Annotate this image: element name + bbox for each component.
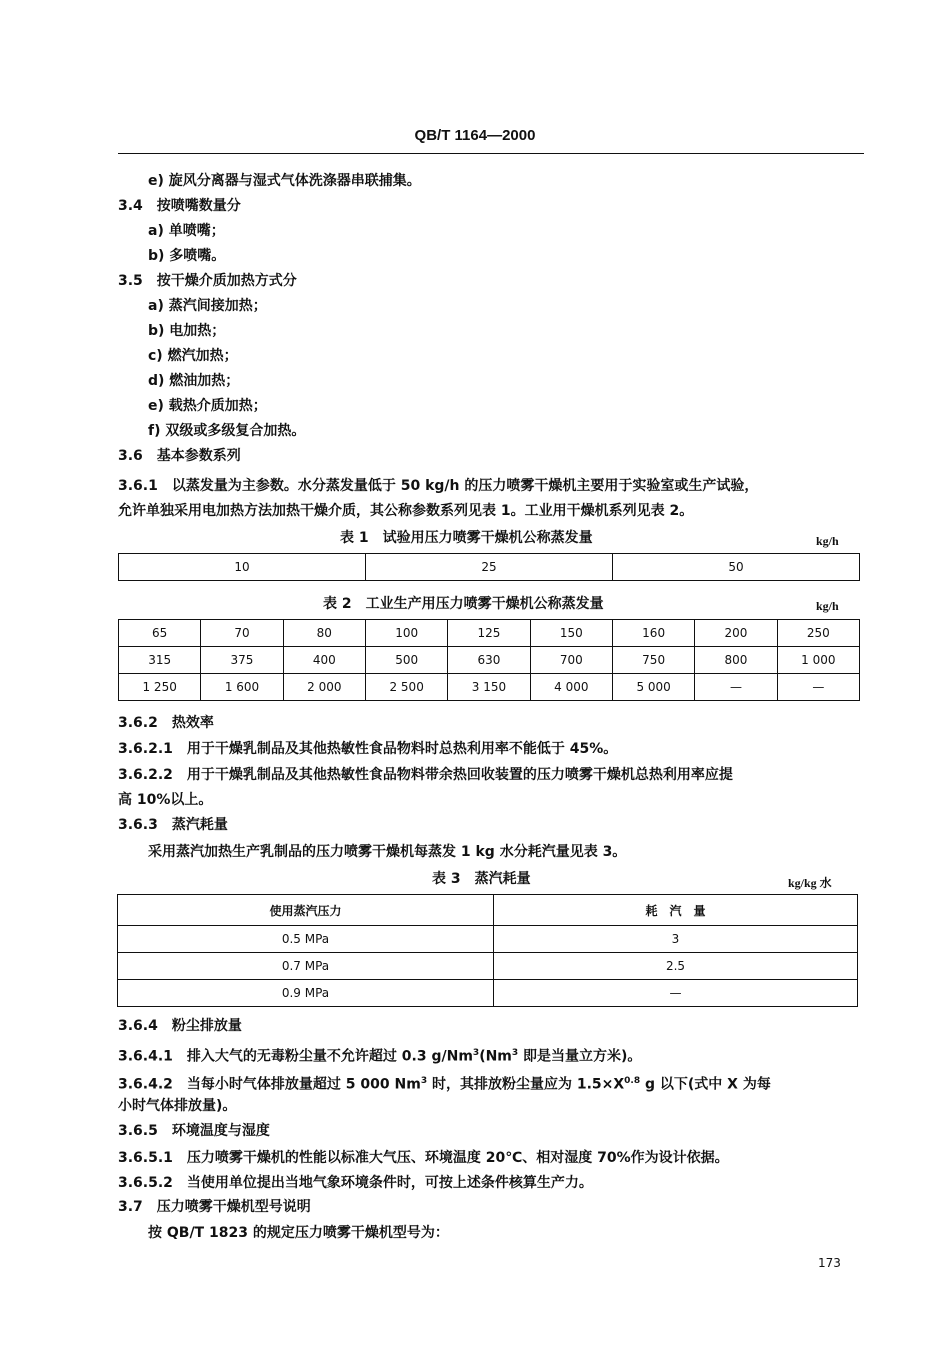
table-cell: 200 (695, 620, 777, 647)
table-row (119, 674, 860, 701)
table-cell: 2 000 (283, 674, 365, 701)
table-cell: 375 (201, 647, 283, 674)
paragraph-line: 3.6.1 以蒸发量为主参数。水分蒸发量低于 50 kg/h 的压力喷雾干燥机主要用于实验室或生产试验， (118, 478, 759, 494)
paragraph-line (118, 1072, 771, 1094)
superscript: 3 (472, 1048, 480, 1058)
table-cell: 100 (365, 620, 447, 647)
table-cell: 160 (612, 620, 694, 647)
list-item: b) 多喷嘴。 (148, 248, 226, 264)
table2-unit: kg/h (816, 599, 839, 613)
table-cell: 3 (494, 926, 858, 953)
table-cell: 3 150 (448, 674, 530, 701)
table-cell: 150 (530, 620, 612, 647)
section-heading: 3.6.3 蒸汽耗量 (118, 817, 228, 833)
text-segment: 即是当量立方米)。 (518, 1048, 642, 1065)
table-cell: 1 600 (201, 674, 283, 701)
superscript: 0.8 (624, 1076, 641, 1086)
table-cell: 125 (448, 620, 530, 647)
list-item: d) 燃油加热； (148, 373, 240, 389)
table-cell: 25 (366, 554, 613, 581)
table2 (118, 619, 860, 701)
table-cell: 750 (612, 647, 694, 674)
paragraph-line: 小时气体排放量)。 (118, 1098, 237, 1114)
table1 (118, 553, 860, 581)
paragraph-line: 3.6.2.1 用于干燥乳制品及其他热敏性食品物料时总热利用率不能低于 45%。 (118, 741, 618, 757)
section-heading: 3.6.2 热效率 (118, 715, 214, 731)
paragraph-line: 允许单独采用电加热方法加热干燥介质，其公称参数系列见表 1。工业用干燥机系列见表 2。 (118, 503, 694, 519)
list-item: a) 单喷嘴； (148, 223, 225, 239)
section-heading: 3.7 压力喷雾干燥机型号说明 (118, 1199, 311, 1215)
column-header: 使用蒸汽压力 (118, 895, 494, 926)
table3-unit: kg/kg 水 (788, 876, 832, 890)
header-rule (118, 153, 864, 154)
table-cell: 80 (283, 620, 365, 647)
paragraph-line: 高 10%以上。 (118, 792, 213, 808)
text-segment: 时，其排放粉尘量应为 1.5×X (427, 1076, 625, 1093)
superscript: 3 (420, 1076, 428, 1086)
table-row (119, 647, 860, 674)
section-heading: 3.4 按喷嘴数量分 (118, 198, 241, 214)
table-cell: 1 250 (119, 674, 201, 701)
table-cell: — (695, 674, 777, 701)
list-item: e) 载热介质加热； (148, 398, 267, 414)
list-item: c) 燃汽加热； (148, 348, 238, 364)
section-heading: 3.5 按干燥介质加热方式分 (118, 273, 297, 289)
table-cell: — (777, 674, 859, 701)
text-segment: 3.6.4.2 当每小时气体排放量超过 5 000 Nm (118, 1076, 421, 1093)
table-cell: 250 (777, 620, 859, 647)
table-cell: — (494, 980, 858, 1007)
table-cell: 10 (119, 554, 366, 581)
list-item: b) 电加热； (148, 323, 226, 339)
table3-caption: 表 3 蒸汽耗量 (432, 871, 531, 887)
paragraph-line: 3.6.5.2 当使用单位提出当地气象环境条件时，可按上述条件核算生产力。 (118, 1175, 593, 1191)
table-row (119, 620, 860, 647)
table-cell: 2 500 (365, 674, 447, 701)
table-cell: 630 (448, 647, 530, 674)
section-heading: 3.6.4 粉尘排放量 (118, 1018, 242, 1034)
table-cell: 0.5 MPa (118, 926, 494, 953)
page-number: 173 (818, 1256, 841, 1270)
paragraph-line: 3.6.2.2 用于干燥乳制品及其他热敏性食品物料带余热回收装置的压力喷雾干燥机总热利用率应提 (118, 767, 733, 783)
table2-caption: 表 2 工业生产用压力喷雾干燥机公称蒸发量 (323, 596, 604, 612)
list-item: a) 蒸汽间接加热； (148, 298, 267, 314)
table-header-row (118, 895, 858, 926)
table-cell: 65 (119, 620, 201, 647)
page-header: QB/T 1164—2000 (414, 127, 536, 144)
text-segment: 3.6.4.1 排入大气的无毒粉尘量不允许超过 0.3 g/Nm (118, 1048, 473, 1065)
table-cell: 315 (119, 647, 201, 674)
table1-caption: 表 1 试验用压力喷雾干燥机公称蒸发量 (340, 530, 593, 546)
text-segment: (Nm (479, 1048, 512, 1065)
table-cell: 1 000 (777, 647, 859, 674)
table-row (118, 980, 858, 1007)
table-cell: 5 000 (612, 674, 694, 701)
table-cell: 0.9 MPa (118, 980, 494, 1007)
table-row (118, 953, 858, 980)
paragraph-line: 按 QB/T 1823 的规定压力喷雾干燥机型号为： (148, 1225, 449, 1241)
table-cell: 2.5 (494, 953, 858, 980)
table-cell: 0.7 MPa (118, 953, 494, 980)
table-cell: 70 (201, 620, 283, 647)
paragraph-line: 采用蒸汽加热生产乳制品的压力喷雾干燥机每蒸发 1 kg 水分耗汽量见表 3。 (148, 844, 627, 860)
table-cell: 500 (365, 647, 447, 674)
column-header: 耗 汽 量 (494, 895, 858, 926)
table-cell: 800 (695, 647, 777, 674)
section-heading: 3.6.5 环境温度与湿度 (118, 1123, 270, 1139)
paragraph-line (118, 1044, 641, 1066)
table-cell: 400 (283, 647, 365, 674)
section-heading: 3.6 基本参数系列 (118, 448, 241, 464)
list-item: f) 双级或多级复合加热。 (148, 423, 306, 439)
table-cell: 700 (530, 647, 612, 674)
table-cell: 4 000 (530, 674, 612, 701)
table3 (117, 894, 858, 1007)
table1-unit: kg/h (816, 534, 839, 548)
text-segment: g 以下(式中 X 为每 (640, 1076, 771, 1093)
text-line: e) 旋风分离器与湿式气体洗涤器串联捕集。 (148, 173, 421, 189)
table-cell: 50 (613, 554, 860, 581)
superscript: 3 (511, 1048, 519, 1058)
table-row (118, 926, 858, 953)
paragraph-line: 3.6.5.1 压力喷雾干燥机的性能以标准大气压、环境温度 20℃、相对湿度 70%作为设计依据。 (118, 1150, 729, 1166)
